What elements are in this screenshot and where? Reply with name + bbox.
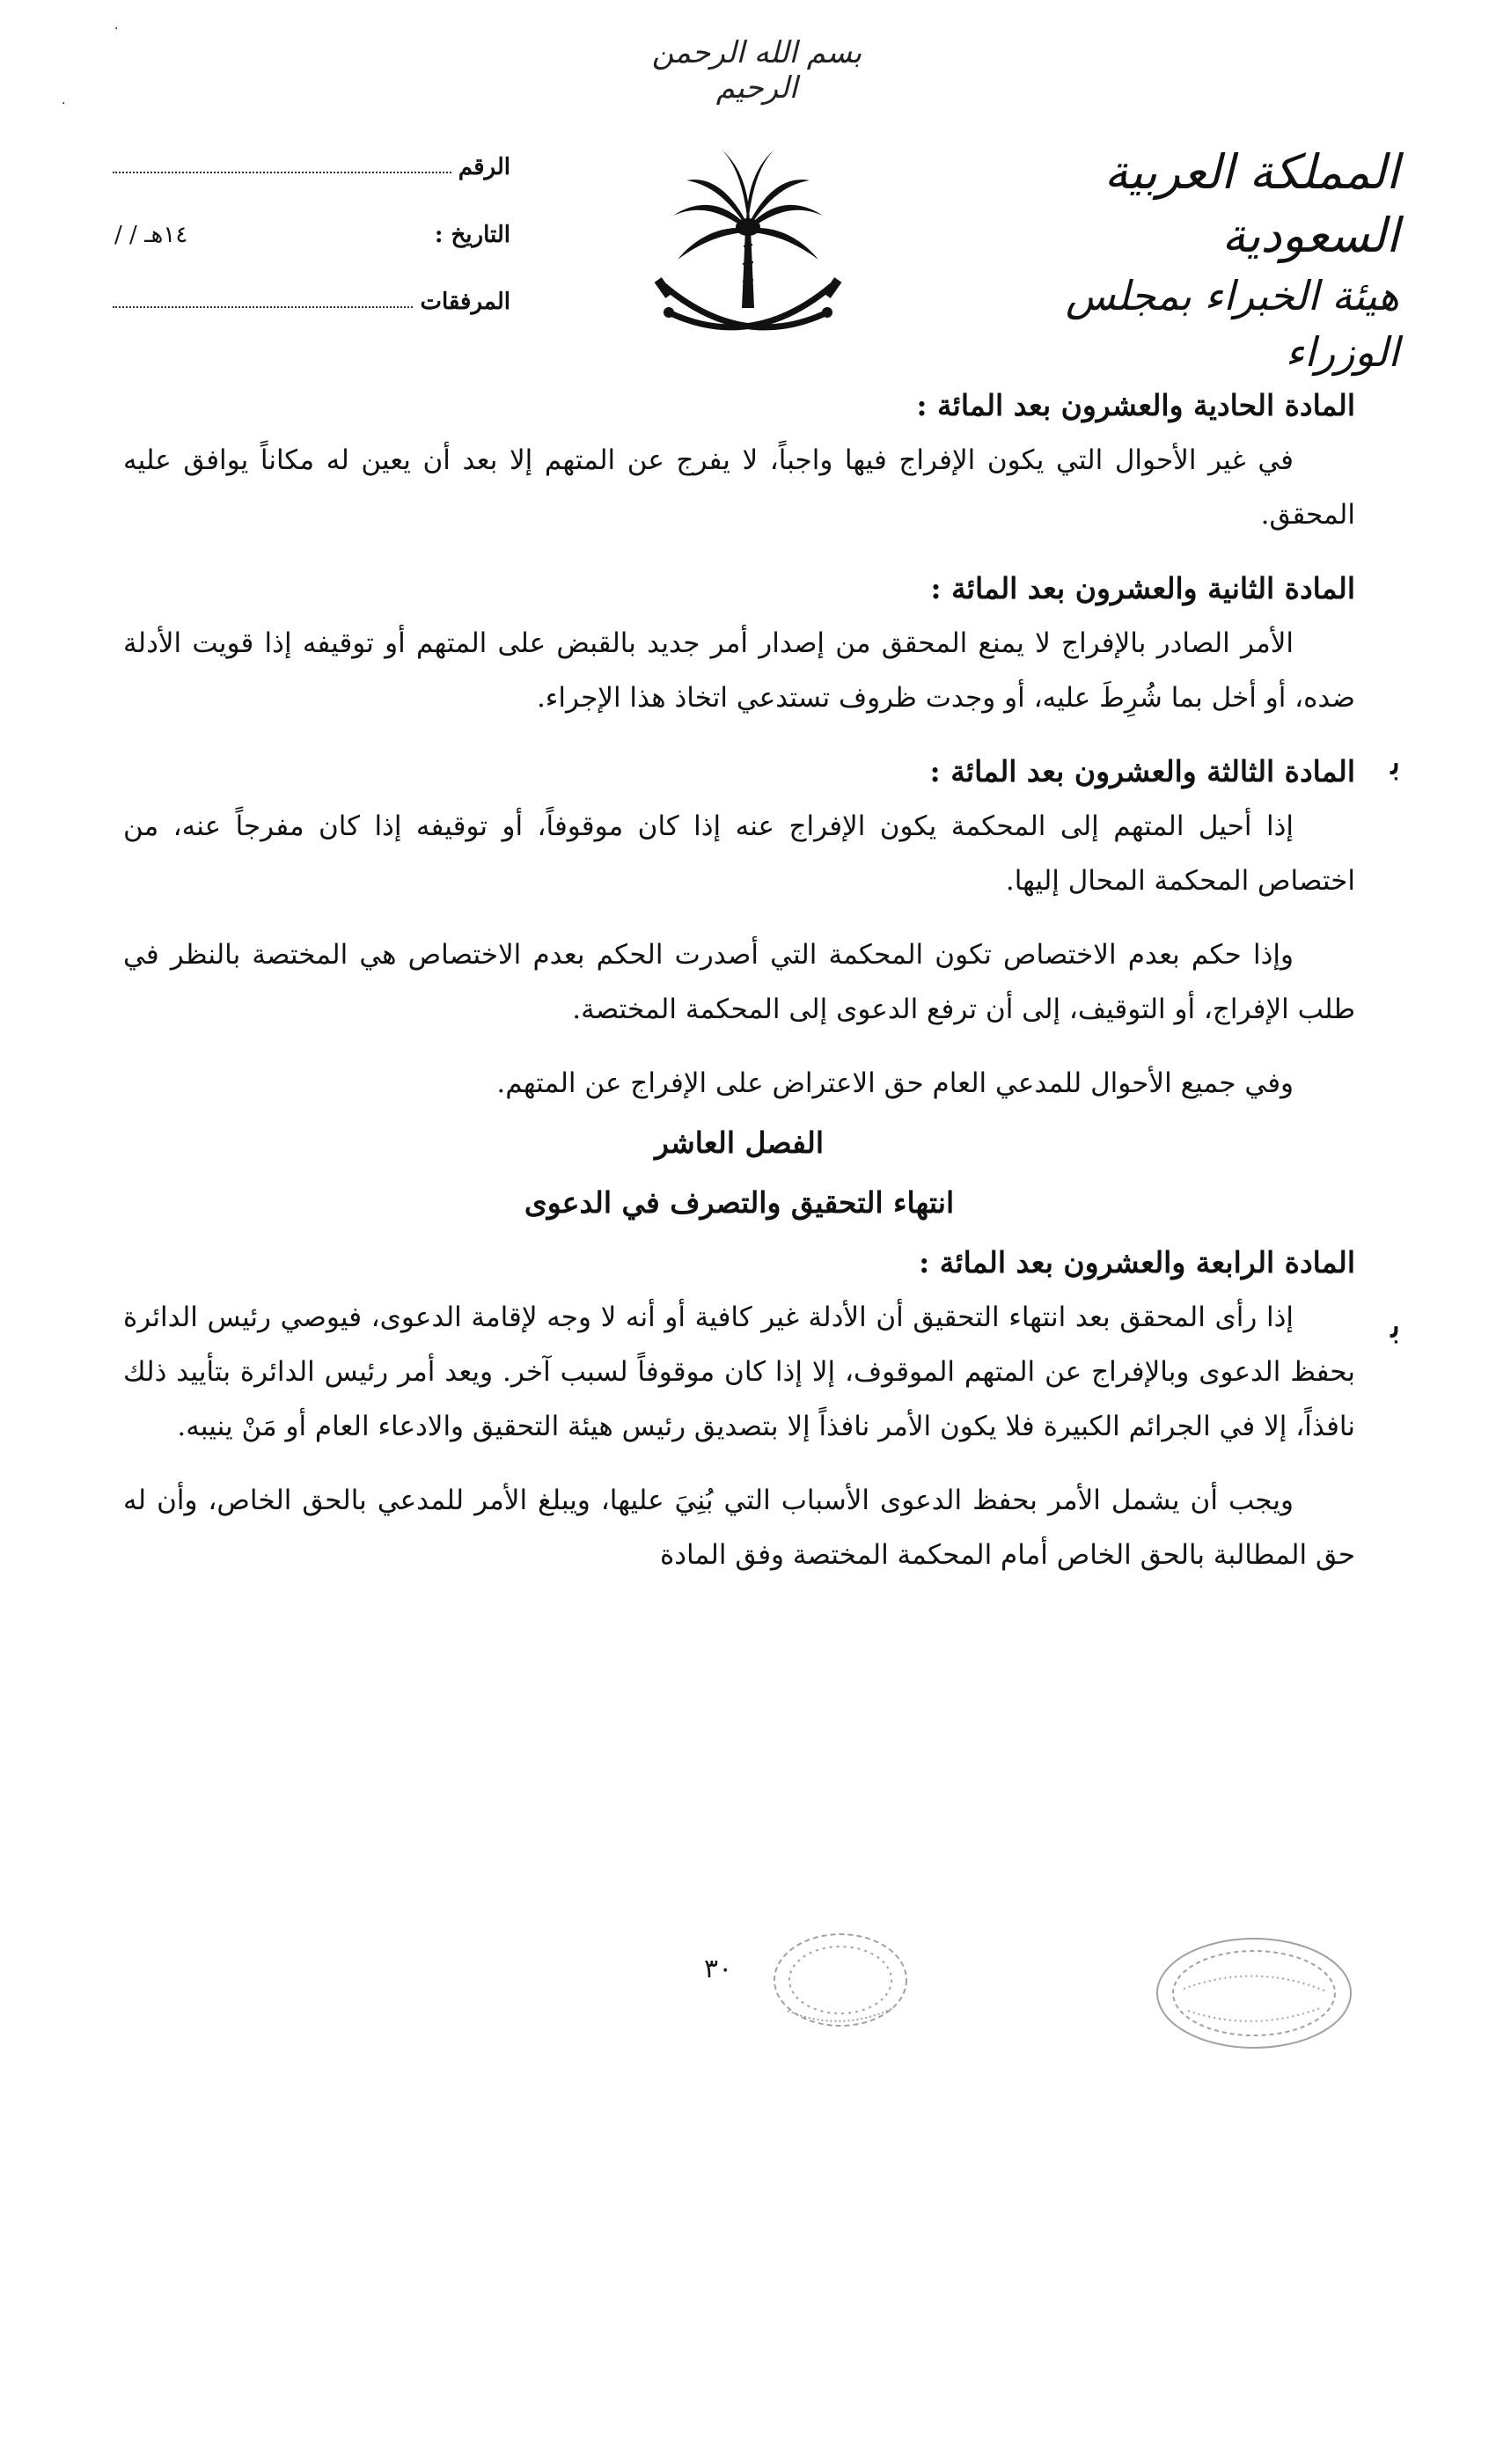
margin-initial-mark: ﺑ [1390,739,1402,784]
attachments-label: المرفقات [420,289,510,315]
article-123-text-2: وإذا حكم بعدم الاختصاص تكون المحكمة التي أصدرت الحكم بعدم الاختصاص هي المختصة بالنظر في طلب الإفراج، أو التوقيف، إلى أن ترفع الدعوى إلى المحكمة المختصة. [123,939,1355,1025]
chapter-subtitle: انتهاء التحقيق والتصرف في الدعوى [524,1185,955,1220]
saudi-emblem-icon [647,132,849,343]
chapter-title: الفصل العاشر [654,1126,825,1160]
basmala: بسم الله الرحمن الرحيم [651,35,862,106]
article-122-heading: المادة الثانية والعشرون بعد المائة : [930,571,1355,605]
organization-name: هيئة الخبراء بمجلس الوزراء [1065,272,1399,376]
page-number: ٣٠ [704,1954,733,1984]
document-body [123,378,1355,1582]
article-121-text: في غير الأحوال التي يكون الإفراج فيها واجباً، لا يفرج عن المتهم إلا بعد أن يعين له مكاناً يوافق عليه المحقق. [123,444,1355,531]
date-value: / / ١٤هـ [114,222,188,248]
article-124-heading: المادة الرابعة والعشرون بعد المائة : [919,1245,1355,1280]
reference-number-row [106,136,510,180]
scan-speck: · [114,22,119,36]
reference-number-label: الرقم [458,154,510,180]
margin-initial-mark: ﺑ [1390,1302,1402,1347]
article-124-text-1: إذا رأى المحقق بعد انتهاء التحقيق أن الأدلة غير كافية أو أنه لا وجه لإقامة الدعوى، فيوصي رئيس الدائرة بحفظ الدعوى وبالإفراج عن المتهم الموقوف، إلا إذا كان موقوفاً لسبب آخر. ويعد أمر رئيس الدائرة بتأييد ذلك نافذاً، إلا في الجرائم الكبيرة فلا يكون الأمر نافذاً إلا بتصديق رئيس هيئة التحقيق والادعاء العام أو مَنْ ينيبه. [123,1302,1355,1442]
date-row [106,204,510,248]
country-name: المملكة العربية السعودية [1104,144,1399,263]
attachments-line [113,306,413,308]
reference-number-line [113,172,451,173]
official-stamp-icon [761,1927,1360,2059]
article-122-text: الأمر الصادر بالإفراج لا يمنع المحقق من إصدار أمر جديد بالقبض على المتهم أو توقيفه إذا قويت الأدلة ضده، أو أخل بما شُرِطَ عليه، أو وجدت ظروف تستدعي اتخاذ هذا الإجراء. [123,627,1355,714]
article-124-text-2: ويجب أن يشمل الأمر بحفظ الدعوى الأسباب التي بُنِيَ عليها، ويبلغ الأمر للمدعي بالحق الخاص، وأن له حق المطالبة بالحق الخاص أمام المحكمة المختصة وفق المادة [123,1485,1355,1571]
date-label: التاريخ : [434,222,510,248]
article-121-heading: المادة الحادية والعشرون بعد المائة : [916,388,1355,422]
article-123-text-3: وفي جميع الأحوال للمدعي العام حق الاعتراض على الإفراج عن المتهم. [496,1067,1294,1099]
scan-speck: · [62,97,66,111]
organization-header [942,141,1399,380]
article-123-text-1: إذا أحيل المتهم إلى المحكمة يكون الإفراج عنه إذا كان موقوفاً، أو توقيفه إذا كان مفرجاً عنه، من اختصاص المحكمة المحال إليها. [123,810,1355,897]
attachments-row [106,271,510,315]
article-123-heading: المادة الثالثة والعشرون بعد المائة : [929,754,1355,788]
